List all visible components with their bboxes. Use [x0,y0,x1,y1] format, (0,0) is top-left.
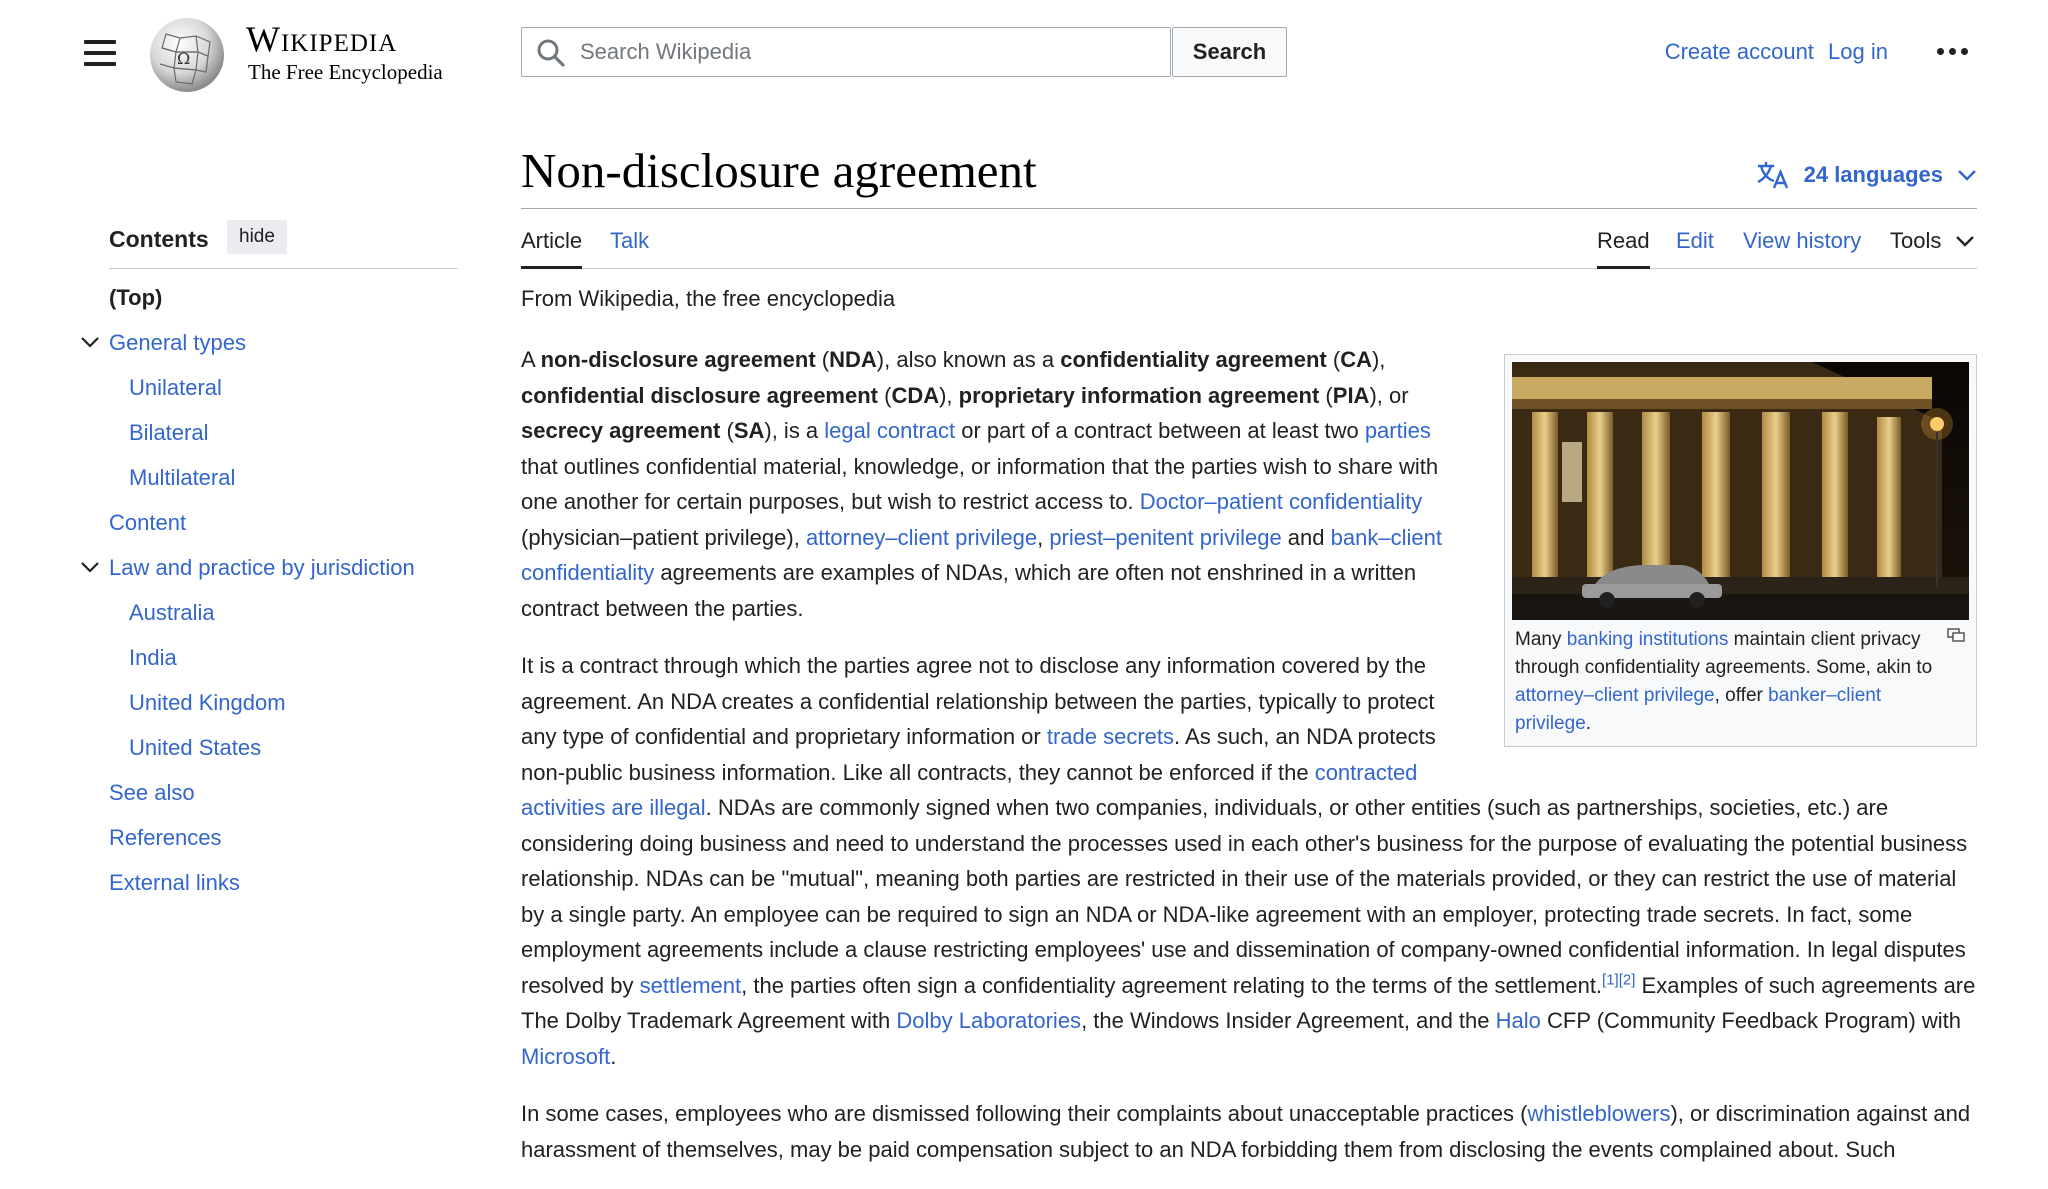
enlarge-icon[interactable] [1947,628,1965,642]
toc-item-references[interactable]: References [109,825,222,850]
caption-link-banker-client-privilege[interactable]: banker–client privilege [1515,685,1882,734]
tab-talk[interactable]: Talk [610,228,650,253]
link-doctor-patient-confidentiality[interactable]: Doctor–patient confidentiality [1139,489,1423,514]
article-body [521,342,1977,1189]
toc-item-india[interactable]: India [129,645,177,670]
infobox-figure [1504,354,1977,747]
link-parties[interactable]: parties [1364,418,1431,443]
tools-label[interactable]: Tools [1890,228,1942,253]
languages-label[interactable]: 24 languages [1803,162,1943,187]
user-menu-ellipsis-icon[interactable] [1937,48,1968,55]
toc-list [80,275,458,905]
toc-item-australia[interactable]: Australia [129,600,215,625]
caption-link-attorney-client-privilege[interactable]: attorney–client privilege [1515,685,1715,706]
caption-link-banking-institutions[interactable]: banking institutions [1566,629,1729,650]
toc-item-top[interactable]: (Top) [109,285,163,310]
bank-building-photo[interactable] [1512,362,1969,620]
wikipedia-globe-icon [146,14,228,94]
link-contracted-activities-illegal[interactable]: contracted activities are illegal [521,759,1418,820]
link-priest-penitent-privilege[interactable]: priest–penitent privilege [1049,524,1282,550]
link-legal-contract[interactable]: legal contract [824,418,956,443]
link-whistleblowers[interactable]: whistleblowers [1527,1101,1671,1126]
user-links [1657,39,1888,65]
toc-item-see-also[interactable]: See also [109,780,195,805]
log-in-link[interactable]: Log in [1828,39,1888,64]
toc-item-bilateral[interactable]: Bilateral [129,420,209,445]
tab-view-history[interactable]: View history [1743,228,1862,253]
hamburger-icon [84,40,116,44]
search-input[interactable] [580,34,1150,70]
page-title: Non-disclosure agreement [521,143,1037,198]
tab-article[interactable]: Article [521,228,582,269]
title-row [521,142,1977,209]
link-bank-client-confidentiality[interactable]: bank–client confidentiality [521,524,1442,585]
wikipedia-logo-link[interactable] [146,14,446,94]
toc-item-external-links[interactable]: External links [109,870,240,895]
main-menu-button[interactable] [84,40,116,66]
toc-header [109,220,458,269]
citation-1[interactable]: [1] [1602,971,1619,989]
article-paragraph-2: It is a contract through which the parties agree not to disclose any information covered by the agreement. An NDA creates a confidential relationship between the parties, typically to protect any type of confidential and proprietary information or trade secrets. As such, an NDA protects non-public business information. Like all contracts, they cannot be enforced if the contracted activities are illegal. NDAs are commonly signed when two companies, individuals, or other entities (such as partnerships, societies, etc.) are considering doing business and need to understand the processes used in each other's business for the purpose of evaluating the potential business relationship. NDAs can be "mutual", meaning both parties are restricted in their use of the materials provided, or they can restrict the use of material by a single party. An employee can be required to sign an NDA or NDA-like agreement with an employer, protecting trade secrets. In fact, some employment agreements include a clause restricting employees' use and dissemination of company-owned confidential information. In legal disputes resolved by settlement, the parties often sign a confidentiality agreement relating to the terms of the settlement.[1][2] Examples of such agreements are The Dolby Trademark Agreement with Dolby Laboratories, the Windows Insider Agreement, and the Halo CFP (Community Feedback Program) with Microsoft. [521,653,1976,1069]
article-paragraph-1: A non-disclosure agreement (NDA), also known as a confidentiality agreement (CA), confidential disclosure agreement (CDA), proprietary information agreement (PIA), or secrecy agreement (SA), is a legal contract or part of a contract between at least two parties that outlines confidential material, knowledge, or information that the parties wish to share with one another for certain purposes, but wish to restrict access to. Doctor–patient confidentiality (physician–patient privilege), attorney–client privilege, priest–penitent privilege and bank–client confidentiality agreements are examples of NDAs, which are often not enshrined in a written contract between the parties. [521,347,1442,621]
article-paragraph-3: In some cases, employees who are dismissed following their complaints about unacceptable practices (whistleblowers), or discrimination against and harassment of themselves, may be paid compensation subject to an NDA forbidding them from disclosing the events complained about. Such [521,1101,1971,1162]
toc-title: Contents [109,226,209,252]
link-trade-secrets[interactable]: trade secrets [1046,724,1175,749]
chevron-down-icon[interactable] [80,335,100,349]
link-halo[interactable]: Halo [1495,1008,1541,1033]
chevron-down-icon [1957,168,1977,182]
toc-item-content[interactable]: Content [109,510,187,535]
languages-button[interactable] [1756,160,1977,190]
search-button[interactable]: Search [1172,27,1287,77]
toc-hide-button[interactable]: hide [227,220,287,254]
tab-read[interactable]: Read [1597,228,1650,269]
chevron-down-icon[interactable] [80,560,100,574]
link-microsoft[interactable]: Microsoft [521,1043,611,1069]
tools-menu[interactable] [1890,228,1975,266]
wikipedia-wordmark: Wikipedia [246,19,398,59]
toc-item-unilateral[interactable]: Unilateral [129,375,222,400]
search-icon [536,38,566,68]
create-account-link[interactable]: Create account [1664,39,1814,64]
link-dolby-laboratories[interactable]: Dolby Laboratories [896,1008,1082,1033]
chevron-down-icon [1955,234,1975,248]
figure-caption: Many banking institutions maintain client privacy through confidentiality agreements. Some, akin to attorney–client privilege, offer banker–client privilege. [1512,620,1969,738]
toc-item-united-kingdom[interactable]: United Kingdom [129,690,286,715]
svg-text:Ω: Ω [177,49,191,68]
wikipedia-tagline: The Free Encyclopedia [248,60,443,84]
search-box [521,27,1171,77]
tab-edit[interactable]: Edit [1676,228,1714,253]
toc-item-united-states[interactable]: United States [129,735,262,760]
site-subtitle: From Wikipedia, the free encyclopedia [521,286,896,311]
table-of-contents [80,220,458,905]
toc-item-general-types[interactable]: General types [80,320,458,365]
translate-icon [1756,160,1790,190]
toc-item-multilateral[interactable]: Multilateral [129,465,236,490]
toc-item-law-and-practice[interactable]: Law and practice by jurisdiction [80,545,458,590]
page-tabs [521,212,1977,269]
citation-2[interactable]: [2] [1618,971,1636,989]
link-settlement[interactable]: settlement [639,972,742,998]
link-attorney-client-privilege[interactable]: attorney–client privilege [805,524,1038,550]
